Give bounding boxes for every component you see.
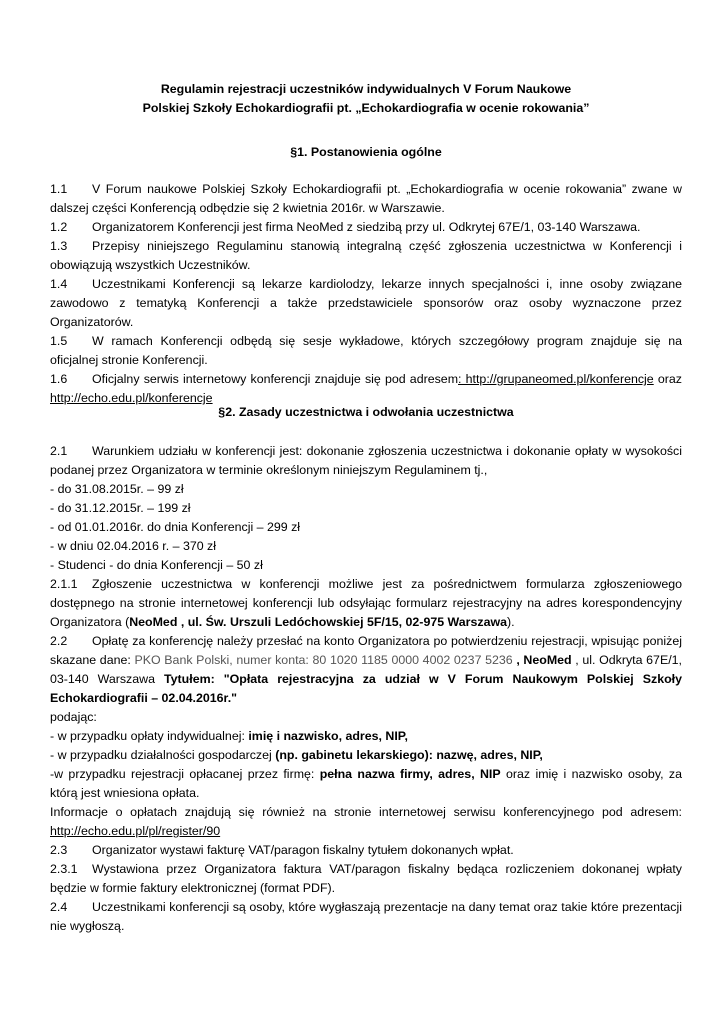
transfer-title-label: Tytułem:	[164, 672, 224, 686]
case-business	[50, 746, 682, 765]
fee-line: - Studenci - do dnia Konferencji – 50 zł	[50, 558, 263, 572]
item-1-5	[50, 332, 682, 370]
item-number: 1.1	[50, 182, 68, 196]
case-text: - w przypadku opłaty indywidualnej:	[50, 729, 249, 743]
item-text: Organizator wystawi fakturę VAT/paragon fiskalny tytułem dokonanych wpłat.	[92, 843, 514, 857]
payee-address: , ul. Odkryta 67E/1, 03-140 Warszawa	[50, 653, 682, 686]
section1-heading: §1. Postanowienia ogólne	[290, 145, 442, 159]
fee-line: - od 01.01.2016r. do dnia Konferencji – 299 zł	[50, 520, 301, 534]
bank-account: PKO Bank Polski, numer konta: 80 1020 1185 0000 4002 0237 5236	[134, 653, 513, 667]
item-text-tail: ).	[507, 615, 515, 629]
item-2-1-1	[50, 575, 682, 632]
case-individual	[50, 727, 682, 746]
item-text: Warunkiem udziału w konferencji jest: dokonanie zgłoszenia uczestnictwa i dokonanie opłaty w wysokości podanej przez Organizatora w terminie określonym niniejszym Regulaminem tj.,	[50, 444, 682, 477]
item-1-4	[50, 275, 682, 332]
item-number: 1.3	[50, 239, 68, 253]
item-2-2	[50, 632, 682, 708]
conjunction-text: oraz	[657, 372, 682, 386]
fee-line: - do 31.08.2015r. – 99 zł	[50, 482, 184, 496]
item-number: 2.2	[50, 634, 68, 648]
item-text: Wystawiona przez Organizatora faktura VAT/paragon fiskalny będąca rozliczeniem dokonanej wpłaty będzie w formie faktury elektronicznej (format PDF).	[50, 862, 682, 895]
case-post: oraz imię i nazwisko osoby, za którą jest wniesiona opłata.	[50, 767, 682, 800]
section1-body	[50, 180, 682, 408]
item-number: 2.1	[50, 444, 68, 458]
fee-line: - w dniu 02.04.2016 r. – 370 zł	[50, 539, 217, 553]
case-text: - w przypadku działalności gospodarczej	[50, 748, 276, 762]
item-text: W ramach Konferencji odbędą się sesje wykładowe, których szczegółowy program znajduje się na oficjalnej stronie Konferencji.	[50, 334, 682, 367]
fees-info	[50, 803, 682, 841]
item-text: Organizatorem Konferencji jest firma NeoMed z siedzibą przy ul. Odkrytej 67E/1, 03-140 Warszawa.	[92, 220, 641, 234]
item-number: 2.4	[50, 900, 68, 914]
item-text: Zgłoszenie uczestnictwa w konferencji możliwe jest za pośrednictwem formularza zgłoszeniowego dostępnego na stronie internetowej konferencji lub odsyłając formularz rejestracyjny na adres korespondencyjny Organizatora (	[50, 577, 682, 629]
item-number: 1.5	[50, 334, 68, 348]
website-link-echo[interactable]: http://echo.edu.pl/konferencje	[50, 391, 213, 405]
document-title-line1: Regulamin rejestracji uczestników indywidualnych V Forum Naukowe	[160, 82, 572, 96]
website-link-neomed[interactable]: : http://grupaneomed.pl/konferencje	[458, 372, 654, 386]
section2-body	[50, 442, 682, 936]
item-number: 2.3.1	[50, 862, 78, 876]
fee-line: - do 31.12.2015r. – 199 zł	[50, 501, 191, 515]
payee-name: , NeoMed	[512, 653, 572, 667]
item-text: Uczestnikami Konferencji są lekarze kardiolodzy, lekarze innych specjalności i, inne osoby związane zawodowo z tematyką Konferencji a także przedstawiciele sponsorów oraz osoby wyznaczone przez Organizatorów.	[50, 277, 682, 329]
item-text: V Forum naukowe Polskiej Szkoły Echokardiografii pt. „Echokardiografia w ocenie rokowania” zwane w dalszej części Konferencją odbędzie się 2 kwietnia 2016r. w Warszawie.	[50, 182, 682, 215]
item-2-3-1	[50, 860, 682, 898]
item-2-1	[50, 442, 682, 480]
item-number: 1.6	[50, 372, 68, 386]
case-bold: imię i nazwisko, adres, NIP,	[248, 729, 408, 743]
case-bold: (np. gabinetu lekarskiego): nazwę, adres, NIP,	[275, 748, 543, 762]
item-1-3	[50, 237, 682, 275]
info-text: Informacje o opłatach znajdują się również na stronie internetowej serwisu konferencyjnego pod adresem:	[50, 805, 682, 819]
case-bold: pełna nazwa firmy, adres, NIP	[319, 767, 501, 781]
document-title-line2: Polskiej Szkoły Echokardiografii pt. „Echokardiografia w ocenie rokowania”	[142, 101, 590, 115]
podajac-text: podając:	[50, 710, 97, 724]
item-number: 1.4	[50, 277, 68, 291]
transfer-title-value: "Opłata rejestracyjna za udział w V Forum Naukowym Polskiej Szkoły Echokardiografii – 02.04.2016r."	[50, 672, 683, 705]
item-number: 1.2	[50, 220, 68, 234]
item-text: Oficjalny serwis internetowy konferencji znajduje się pod adresem	[92, 372, 459, 386]
item-number: 2.3	[50, 843, 68, 857]
item-1-1	[50, 180, 682, 218]
item-number: 2.1.1	[50, 577, 78, 591]
item-2-3	[50, 841, 682, 860]
case-text: -w przypadku rejestracji opłacanej przez firmę:	[50, 767, 320, 781]
item-2-4	[50, 898, 682, 936]
case-company	[50, 765, 682, 803]
section2-heading: §2. Zasady uczestnictwa i odwołania uczestnictwa	[218, 405, 514, 419]
organizer-address: NeoMed , ul. Św. Urszuli Ledóchowskiej 5F/15, 02-975 Warszawa	[129, 615, 508, 629]
item-text: Uczestnikami konferencji są osoby, które wygłaszają prezentacje na dany temat oraz takie które prezentacji nie wygłoszą.	[50, 900, 682, 933]
item-1-2	[50, 218, 682, 237]
item-text: Opłatę za konferencję należy przesłać na konto Organizatora po potwierdzeniu rejestracji, wpisując poniżej skazane dane:	[50, 634, 682, 667]
item-text: Przepisy niniejszego Regulaminu stanowią integralną część zgłoszenia uczestnictwa w Konferencji i obowiązują wszystkich Uczestników.	[50, 239, 682, 272]
register-link[interactable]: http://echo.edu.pl/pl/register/90	[50, 824, 221, 838]
